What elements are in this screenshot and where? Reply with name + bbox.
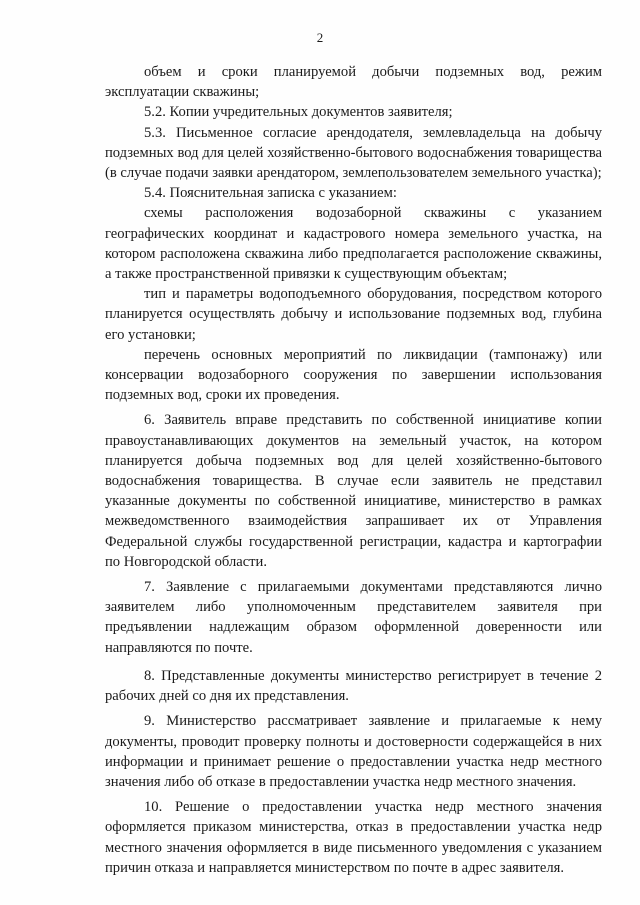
page-number: 2	[316, 30, 324, 45]
paragraph-5-2: 5.2. Копии учредительных документов заявителя;	[144, 104, 453, 121]
paragraph-5-1-continued: объем и сроки планируемой добычи подземных вод, режим эксплуатации скважины;	[105, 64, 602, 101]
paragraph-5-3: 5.3. Письменное согласие арендодателя, землевладельца на добычу подземных вод для целей хозяйственно-бытового водоснабжения товарищества (в случае подачи заявки арендатором, землепользователем земельного участка);	[105, 124, 602, 182]
paragraph-9: 9. Министерство рассматривает заявление и прилагаемые к нему документы, проводит проверку полноты и достоверности содержащейся в них информации и принимает решение о предоставлении участка недр местного значения либо об отказе в предоставлении участка недр местного значения.	[105, 713, 602, 790]
document-body	[105, 62, 602, 878]
paragraph-8: 8. Представленные документы министерство регистрирует в течение 2 рабочих дней со дня их представления.	[105, 667, 602, 705]
paragraph-5-4: 5.4. Пояснительная записка с указанием:	[144, 185, 397, 202]
paragraph-7: 7. Заявление с прилагаемыми документами представляются лично заявителем либо уполномоченным представителем заявителя при предъявлении надлежащим образом оформленной доверенности или направляются по почте.	[105, 579, 602, 656]
paragraph-5-4-equipment: тип и параметры водоподъемного оборудования, посредством которого планируется осуществлять добычу и использование подземных вод, глубина его установки;	[105, 286, 602, 343]
paragraph-10: 10. Решение о предоставлении участка недр местного значения оформляется приказом министерства, отказ в предоставлении участка недр местного значения оформляется в виде письменного уведомления с указанием причин отказа и направляется министерством по почте в адрес заявителя.	[105, 799, 602, 876]
paragraph-5-4-scheme: схемы расположения водозаборной скважины с указанием географических координат и кадастрового номера земельного участка, на котором расположена скважина либо предполагается расположение скважины, а также пространственной привязки к существующим объектам;	[105, 205, 602, 283]
paragraph-6: 6. Заявитель вправе представить по собственной инициативе копии правоустанавливающих документов на земельный участок, на котором планируется добыча подземных вод для целей хозяйственно-бытового водоснабжения товарищества. В случае если заявитель не представил указанные документы по собственной инициативе, министерство в рамках межведомственного взаимодействия запрашивает их от Управления Федеральной службы государственной регистрации, кадастра и картографии по Новгородской области.	[105, 412, 602, 570]
paragraph-5-4-measures: перечень основных мероприятий по ликвидации (тампонажу) или консервации водозаборного сооружения по завершении использования подземных вод, сроки их проведения.	[105, 346, 602, 404]
